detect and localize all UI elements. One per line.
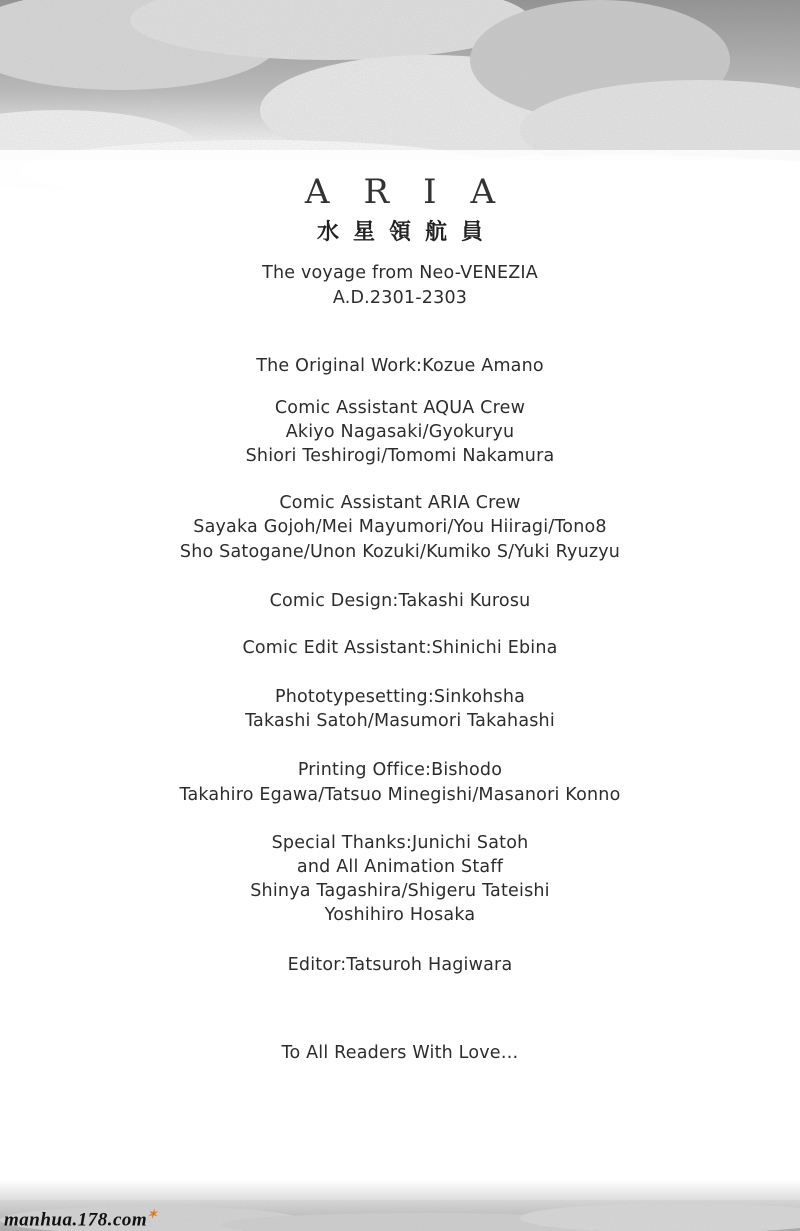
title-japanese: 水星領航員 bbox=[316, 220, 497, 245]
credit-printing-office-title: Printing Office:Bishodo bbox=[297, 760, 503, 780]
credit-aria-crew-line-1: Sayaka Gojoh/Mei Mayumori/You Hiiragi/Tono8 bbox=[193, 517, 607, 537]
credit-aria-crew-line-2: Sho Satogane/Unon Kozuki/Kumiko S/Yuki Ryuzyu bbox=[179, 542, 621, 562]
credit-special-thanks-line-1: and All Animation Staff bbox=[296, 857, 504, 877]
credit-special-thanks-line-2: Shinya Tagashira/Shigeru Tateishi bbox=[250, 881, 550, 901]
credit-aqua-crew-title: Comic Assistant AQUA Crew bbox=[274, 398, 526, 418]
credit-original-work: The Original Work:Kozue Amano bbox=[256, 356, 544, 376]
credit-special-thanks-line-3: Yoshihiro Hosaka bbox=[324, 905, 476, 925]
title-latin: ARIA bbox=[304, 172, 530, 212]
cloudy-sky-top bbox=[0, 0, 800, 190]
watermark-text: manhua.178.com bbox=[4, 1209, 148, 1231]
subtitle-line-1: The voyage from Neo-VENEZIA bbox=[262, 263, 538, 283]
credit-comic-edit-assistant: Comic Edit Assistant:Shinichi Ebina bbox=[242, 638, 558, 658]
subtitle-line-2: A.D.2301-2303 bbox=[332, 288, 468, 308]
credit-aqua-crew-line-2: Shiori Teshirogi/Tomomi Nakamura bbox=[245, 446, 555, 466]
credit-printing-office-line-1: Takahiro Egawa/Tatsuo Minegishi/Masanori Konno bbox=[179, 785, 621, 805]
credit-comic-design: Comic Design:Takashi Kurosu bbox=[269, 591, 531, 611]
credit-aqua-crew-line-1: Akiyo Nagasaki/Gyokuryu bbox=[285, 422, 515, 442]
credit-phototypesetting-title: Phototypesetting:Sinkohsha bbox=[274, 687, 526, 707]
credit-aria-crew-title: Comic Assistant ARIA Crew bbox=[279, 493, 521, 513]
credit-special-thanks-title: Special Thanks:Junichi Satoh bbox=[271, 833, 529, 853]
credit-phototypesetting-line-1: Takashi Satoh/Masumori Takahashi bbox=[245, 711, 555, 731]
credit-editor: Editor:Tatsuroh Hagiwara bbox=[287, 955, 513, 975]
site-watermark bbox=[4, 1207, 158, 1231]
closing-dedication: To All Readers With Love… bbox=[281, 1043, 519, 1063]
star-icon: ✶ bbox=[147, 1207, 158, 1221]
